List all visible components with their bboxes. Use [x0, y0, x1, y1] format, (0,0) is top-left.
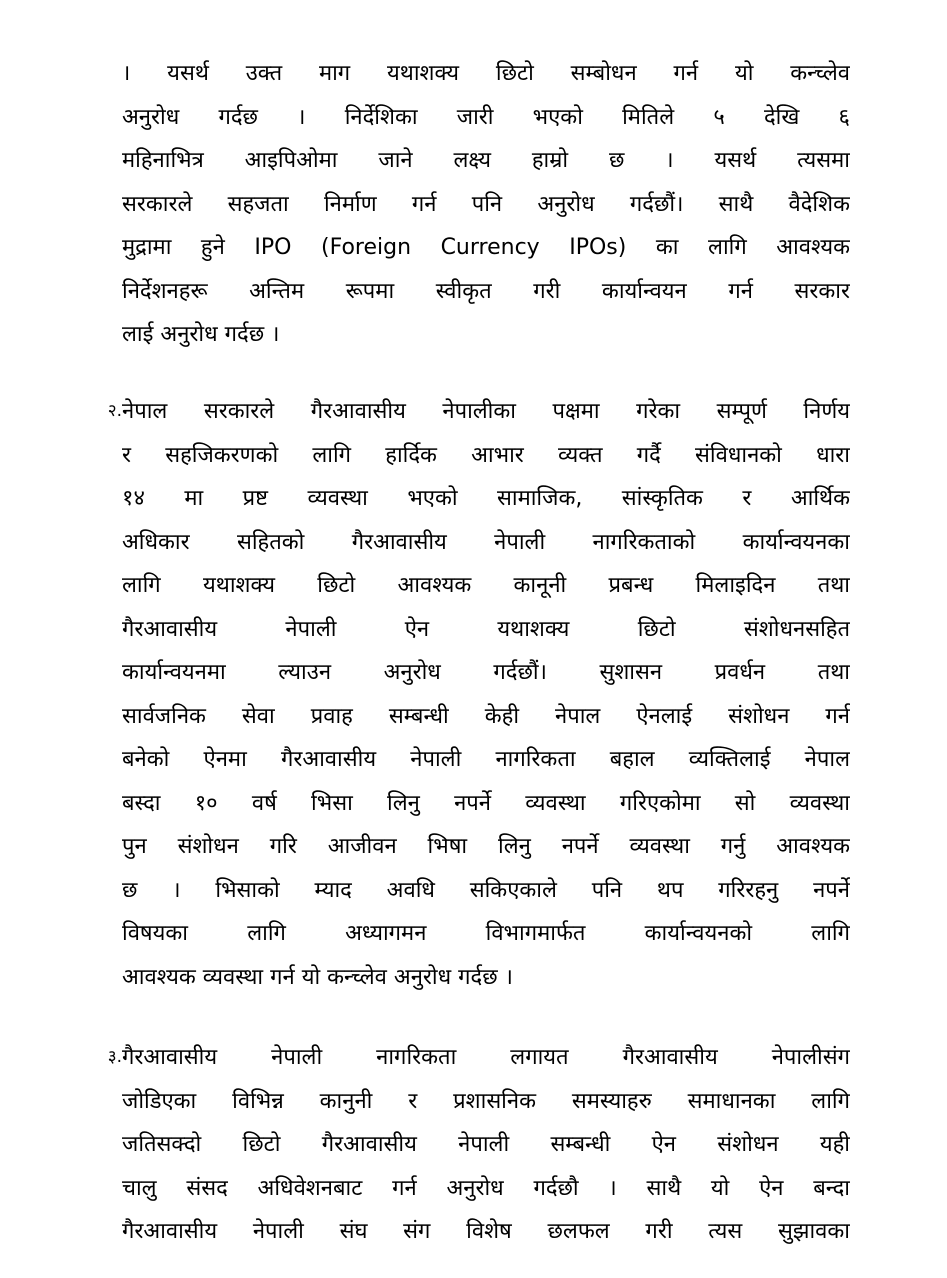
- text-line: १४ मा प्रष्ट व्यवस्था भएको सामाजिक, सांस्कृतिक र आर्थिक: [122, 486, 850, 511]
- item-number: ३.: [107, 1047, 122, 1067]
- item-number: २.: [107, 401, 122, 421]
- text-line: गैरआवासीय नेपाली नागरिकता लगायत गैरआवासीय नेपालीसंग: [122, 1045, 850, 1070]
- text-line: अधिकार सहितको गैरआवासीय नेपाली नागरिकताको कार्यान्वयनका: [122, 529, 850, 555]
- text-line: सरकारले सहजता निर्माण गर्न पनि अनुरोध गर्दछौं। साथै वैदेशिक: [122, 191, 850, 217]
- text-line: निर्देशनहरू अन्तिम रूपमा स्वीकृत गरी कार्यान्वयन गर्न सरकार: [122, 278, 850, 304]
- text-line: लाई अनुरोध गर्दछ ।: [122, 322, 280, 347]
- continuation-paragraph: [80, 52, 870, 357]
- text-line: लागि यथाशक्य छिटो आवश्यक कानूनी प्रबन्ध मिलाइदिन तथा: [122, 573, 850, 598]
- text-line: सार्वजनिक सेवा प्रवाह सम्बन्धी केही नेपाल ऐनलाई संशोधन गर्न: [122, 703, 850, 729]
- text-line: अनुरोध गर्दछ । निर्देशिका जारी भएको मितिले ५ देखि ६: [122, 104, 850, 130]
- text-line: जतिसक्दो छिटो गैरआवासीय नेपाली सम्बन्धी ऐन संशोधन यही: [122, 1132, 850, 1157]
- text-line: मुद्रामा हुने IPO (Foreign Currency IPOs) का लागि आवश्यक: [122, 235, 850, 260]
- text-line: चालु संसद अधिवेशनबाट गर्न अनुरोध गर्दछौ । साथै यो ऐन बन्दा: [122, 1175, 850, 1201]
- text-line: गैरआवासीय नेपाली संघ संग विशेष छलफल गरी त्यस सुझावका: [122, 1219, 850, 1244]
- text-line: । यसर्थ उक्त माग यथाशक्य छिटो सम्बोधन गर्न यो कन्च्लेव: [122, 61, 850, 86]
- text-line: महिनाभित्र आइपिओमा जाने लक्ष्य हाम्रो छ । यसर्थ त्यसमा: [122, 148, 850, 173]
- text-line: र सहजिकरणको लागि हार्दिक आभार व्यक्त गर्दै संविधानको धारा: [122, 442, 850, 468]
- text-line: गैरआवासीय नेपाली ऐन यथाशक्य छिटो संशोधनसहित: [122, 616, 850, 642]
- list-item-3: [80, 1036, 870, 1254]
- text-line: जोडिएका विभिन्न कानुनी र प्रशासनिक समस्याहरु समाधानका लागि: [122, 1088, 850, 1114]
- text-line: नेपाल सरकारले गैरआवासीय नेपालीका पक्षमा गरेका सम्पूर्ण निर्णय: [122, 399, 850, 424]
- text-line: बस्दा १० वर्ष भिसा लिनु नपर्ने व्यवस्था गरिएकोमा सो व्यवस्था: [122, 790, 850, 816]
- text-line: कार्यान्वयनमा ल्याउन अनुरोध गर्दछौं। सुशासन प्रवर्धन तथा: [122, 660, 850, 685]
- text-line: बनेको ऐनमा गैरआवासीय नेपाली नागरिकता बहाल व्यक्तिलाई नेपाल: [122, 747, 850, 772]
- text-line: आवश्यक व्यवस्था गर्न यो कन्च्लेव अनुरोध गर्दछ ।: [122, 964, 513, 990]
- text-line: विषयका लागि अध्यागमन विभागमार्फत कार्यान्वयनको लागि: [122, 921, 850, 946]
- list-item-2: [80, 390, 870, 999]
- text-line: पुन संशोधन गरि आजीवन भिषा लिनु नपर्ने व्यवस्था गर्नु आवश्यक: [122, 834, 850, 859]
- text-line: छ । भिसाको म्याद अवधि सकिएकाले पनि थप गरिरहनु नपर्ने: [122, 877, 850, 903]
